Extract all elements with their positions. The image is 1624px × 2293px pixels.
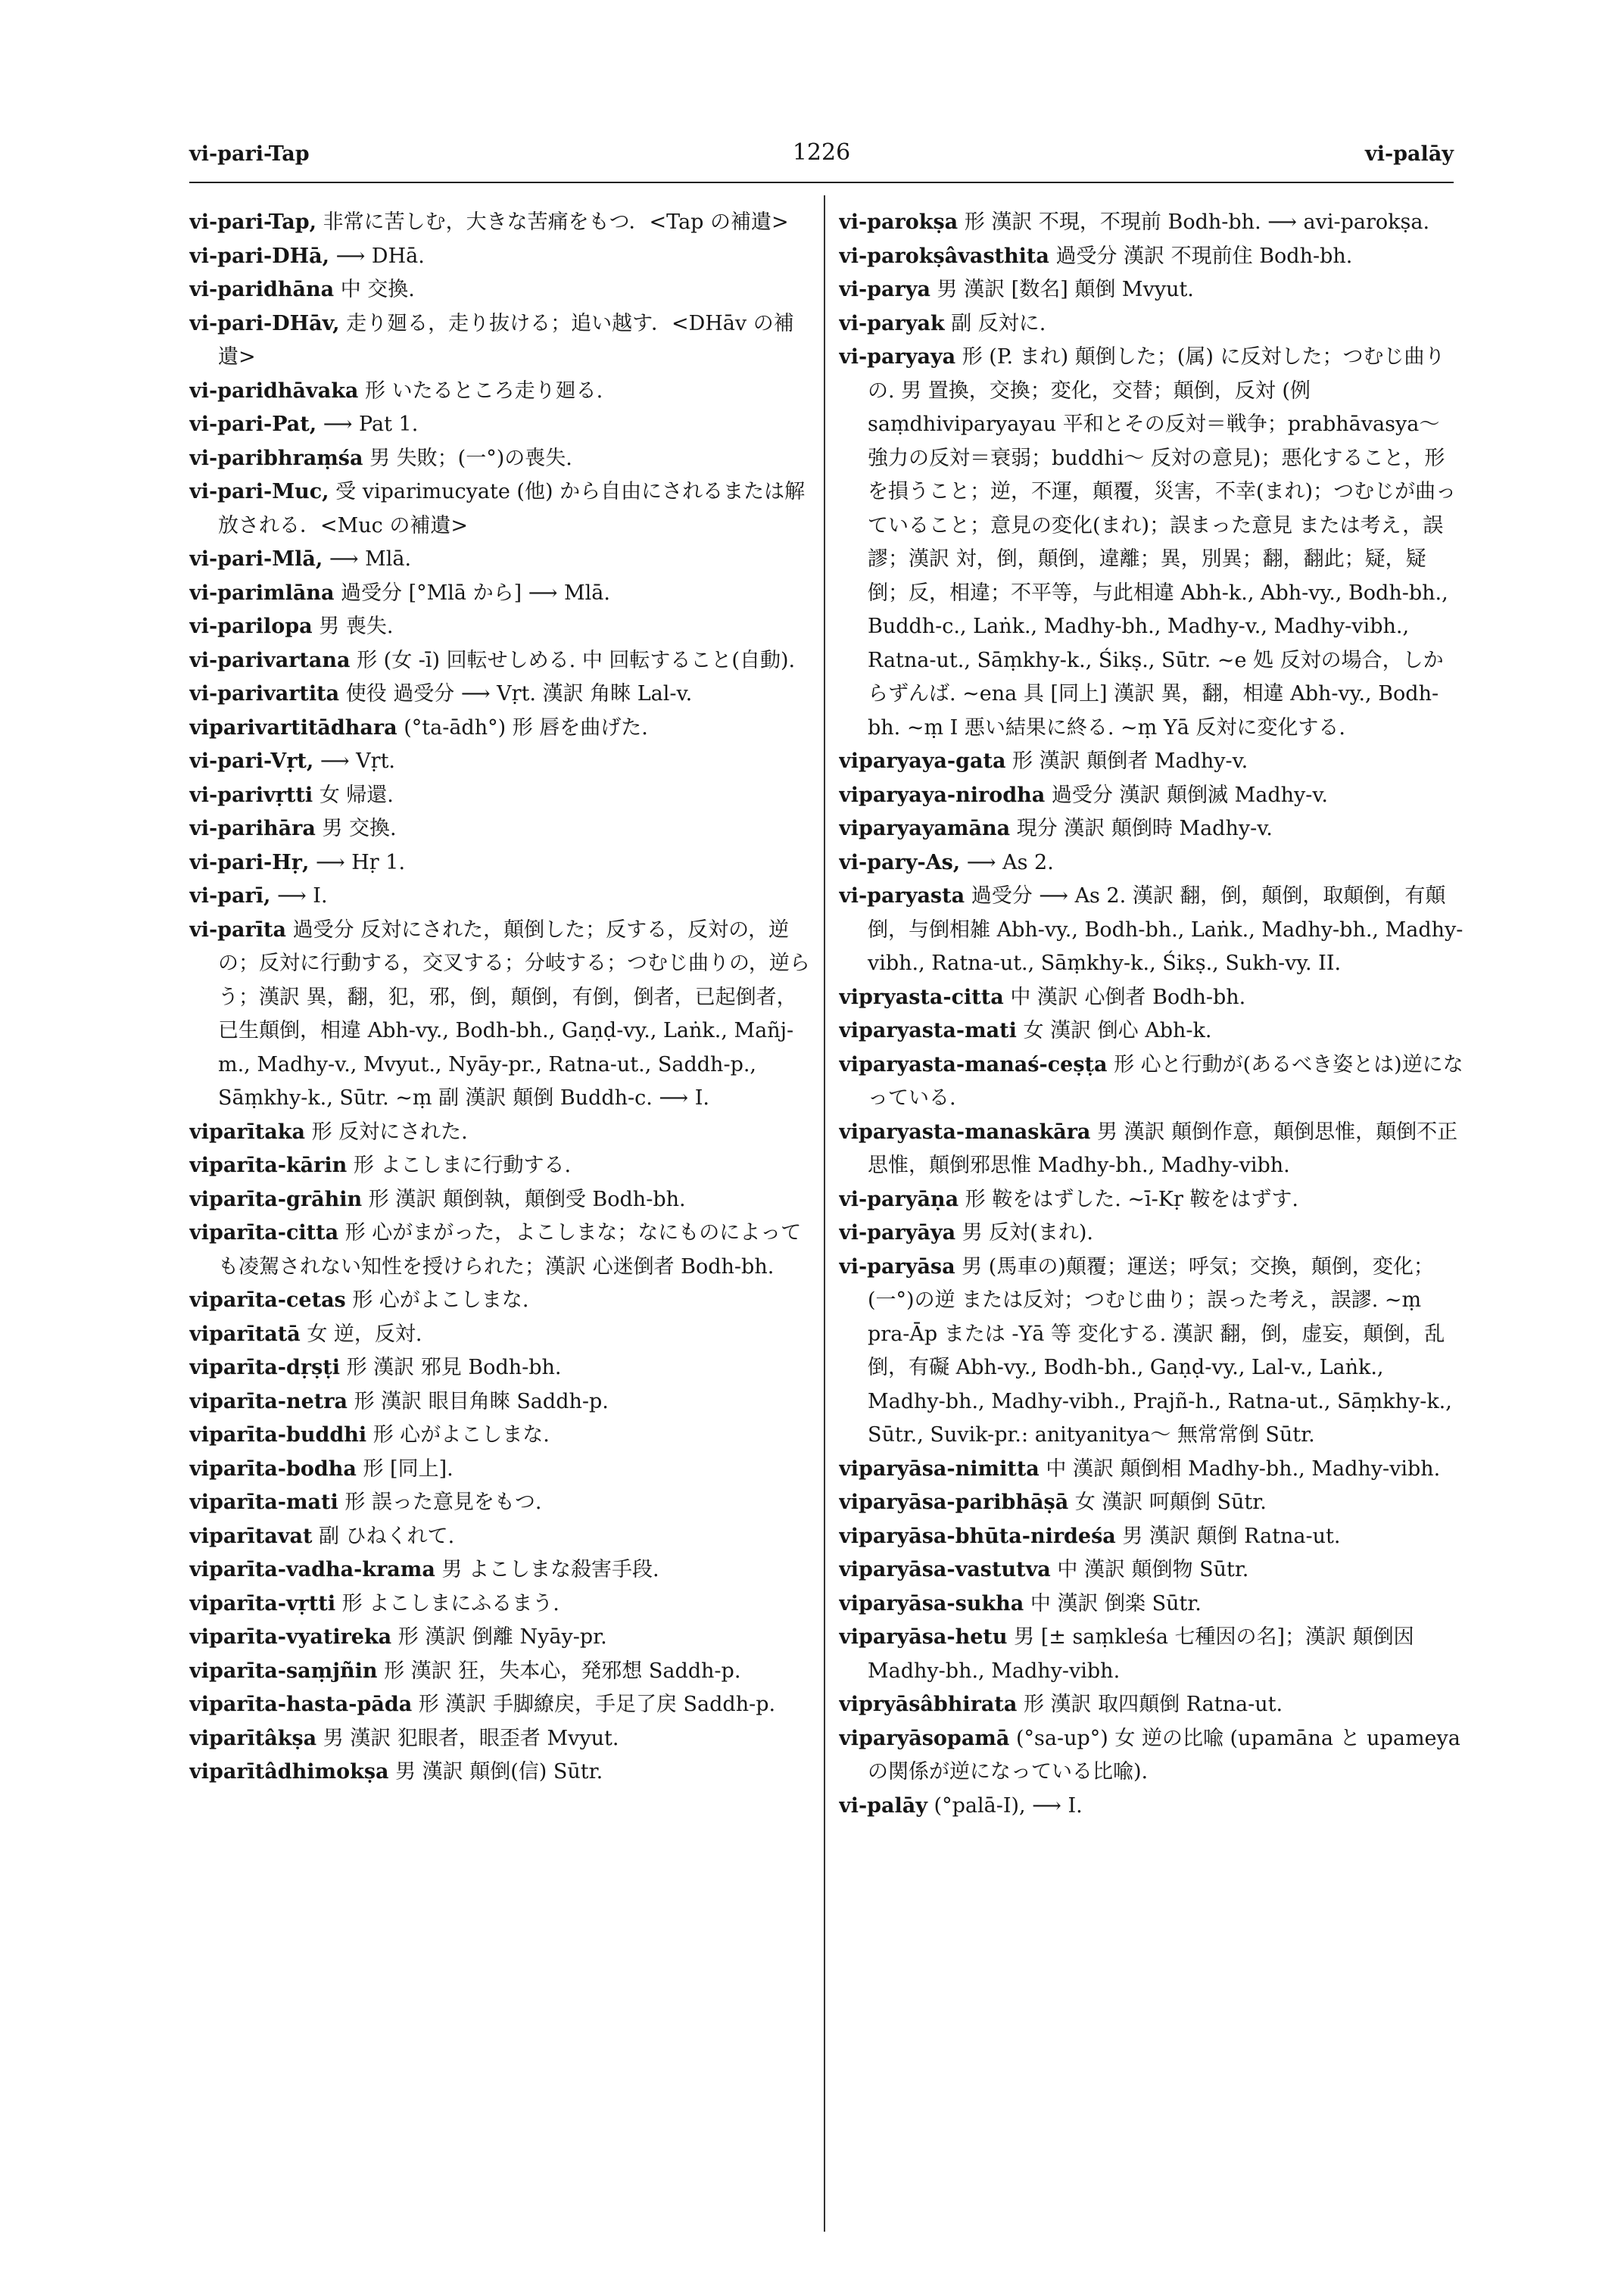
entry-headword: viparītâdhimokṣa bbox=[189, 1760, 389, 1784]
entry-headword: vi-parīta bbox=[189, 918, 286, 942]
dictionary-entry bbox=[189, 1284, 814, 1318]
entry-headword: vipryāsâbhirata bbox=[839, 1693, 1018, 1716]
entry-definition: 副 反対に. bbox=[944, 311, 1046, 335]
header-rule bbox=[189, 182, 1454, 183]
dictionary-entry bbox=[839, 1183, 1463, 1217]
entry-headword: vi-parilopa bbox=[189, 615, 313, 638]
entry-headword: vi-paridhāvaka bbox=[189, 379, 359, 403]
entry-headword: vi-parihāra bbox=[189, 817, 316, 840]
entry-headword: vi-parī, bbox=[189, 884, 271, 908]
dictionary-entry bbox=[189, 408, 814, 442]
dictionary-entry bbox=[189, 273, 814, 307]
entry-definition: 中 漢訳 倒楽 Sūtr. bbox=[1024, 1591, 1202, 1615]
dictionary-entry bbox=[189, 543, 814, 577]
entry-headword: vi-parivartana bbox=[189, 648, 351, 672]
dictionary-entry bbox=[839, 846, 1463, 880]
dictionary-entry bbox=[189, 577, 814, 611]
entry-definition: 過受分 ⟶ As 2. 漢訳 翻，倒，顛倒，取顛倒，有顛倒，与倒相雑 Abh-vy., Bodh-bh., Laṅk., Madhy-bh., Madhy-vibh., Ratna-ut., Sāṃkhy-k., Śikṣ., Sukh-vy. II. bbox=[868, 884, 1463, 975]
entry-definition: 男 漢訳 顛倒 Ratna-ut. bbox=[1115, 1524, 1341, 1548]
entry-headword: vi-pary-As, bbox=[839, 850, 961, 874]
entry-definition: 形 (P. まれ) 顛倒した；(属) に反対した；つむじ曲りの. 男 置換，交換；変化，交替；顛倒，反対 (例 saṃdhiviparyayau 平和とその反対＝戦争；prabhāvasya～ 強力の反対＝衰弱；buddhi～ 反対の意見)；悪化すること，形を損うこと；逆，不運，顛覆，災害，不幸(まれ)；つむじが曲っていること；意見の変化(まれ)；誤まった意見 または考え，誤謬；漢訳 対，倒，顛倒，違離；異，別異；翻，翻此；疑，疑倒；反，相違；不平等，与此相違 Abh-k., Abh-vy., Bodh-bh., Buddh-c., Laṅk., Madhy-bh., Madhy-v., Madhy-vibh., Ratna-ut., Sāṃkhy-k., Śikṣ., Sūtr. ~e 処 反対の場合，しからずんば. ~ena 具 [同上] 漢訳 異，翻，相違 Abh-vy., Bodh-bh. ~ṃ I 悪い結果に終る. ~ṃ Yā 反対に変化する. bbox=[868, 345, 1457, 740]
dictionary-entry bbox=[189, 1486, 814, 1520]
entry-definition: 使役 過受分 ⟶ Vṛt. 漢訳 角睞 Lal-v. bbox=[339, 682, 693, 706]
dictionary-entry bbox=[189, 1553, 814, 1587]
dictionary-entry bbox=[189, 745, 814, 779]
dictionary-entry bbox=[839, 341, 1463, 745]
entry-definition: 男 漢訳 [数名] 顛倒 Mvyut. bbox=[930, 278, 1194, 301]
dictionary-entry bbox=[839, 1486, 1463, 1520]
entry-definition: 形 (女 -ī) 回転せしめる. 中 回転すること(自動). bbox=[350, 648, 796, 672]
entry-headword: vi-palāy bbox=[839, 1793, 927, 1818]
dictionary-entry bbox=[839, 1722, 1463, 1790]
entry-definition: 男 失敗；(一°)の喪失. bbox=[363, 446, 572, 470]
dictionary-entry bbox=[189, 240, 814, 274]
entry-headword: viparīta-citta bbox=[189, 1221, 339, 1245]
entry-definition: 男 (馬車の)顛覆；運送；呼気；交換，顛倒，変化；(一°)の逆 または反対；つむじ曲り；誤った考え，誤謬. ~ṃ pra-Āp または -Yā 等 変化する. 漢訳 翻，倒，虚妄，顛倒，乱倒，有礙 Abh-vy., Bodh-bh., Gaṇḍ-vy., Lal-v., Laṅk., Madhy-bh., Madhy-vibh., Prajñ-h., Ratna-ut., Sāṃkhy-k., Sūtr., Suvik-pr.: anityanitya～ 無常常倒 Sūtr. bbox=[868, 1254, 1452, 1447]
dictionary-entry bbox=[189, 644, 814, 678]
entry-headword: vi-pari-Mlā, bbox=[189, 547, 323, 571]
entry-headword: viparyasta-manaskāra bbox=[839, 1120, 1091, 1144]
dictionary-entry bbox=[839, 745, 1463, 779]
dictionary-entry bbox=[189, 1116, 814, 1150]
entry-headword: vi-paryak bbox=[839, 311, 945, 335]
entry-headword: vi-pari-Muc, bbox=[189, 480, 329, 503]
entry-headword: viparyasta-mati bbox=[839, 1019, 1017, 1042]
dictionary-entry bbox=[189, 1688, 814, 1722]
entry-definition: 非常に苦しむ，大きな苦痛をもつ．<Tap の補遺> bbox=[316, 210, 789, 234]
dictionary-entry bbox=[839, 1790, 1463, 1824]
entry-headword: viparyāsa-bhūta-nirdeśa bbox=[839, 1524, 1116, 1548]
entry-headword: viparītaka bbox=[189, 1120, 305, 1144]
dictionary-entry bbox=[839, 1553, 1463, 1587]
entry-definition: (°ta-ādh°) 形 唇を曲げた. bbox=[397, 715, 648, 740]
entry-definition: 走り廻る，走り抜ける；追い越す．<DHāv の補遺> bbox=[218, 311, 794, 369]
dictionary-entry bbox=[839, 812, 1463, 846]
entry-definition: ⟶ Pat 1. bbox=[316, 413, 419, 436]
column-divider bbox=[824, 195, 825, 2232]
entry-headword: viparivartitādhara bbox=[189, 715, 397, 740]
entry-definition: 形 漢訳 顛倒執，顛倒受 Bodh-bh. bbox=[362, 1187, 686, 1211]
dictionary-entry bbox=[839, 273, 1463, 307]
entry-headword: viparīta-grāhin bbox=[189, 1187, 363, 1211]
entry-headword: viparīta-dṛṣṭi bbox=[189, 1356, 341, 1379]
dictionary-entry bbox=[189, 1183, 814, 1217]
entry-definition: 形 心がまがった，よこしまな；なにものによっても凌駕されない知性を授けられた；漢訳 心迷倒者 Bodh-bh. bbox=[218, 1221, 802, 1279]
entry-headword: viparyāsa-vastutva bbox=[839, 1558, 1051, 1581]
entry-headword: viparīta-vyatireka bbox=[189, 1625, 392, 1649]
entry-definition: 形 鞍をはずした. ~ī-Kṛ 鞍をはずす. bbox=[959, 1187, 1299, 1211]
entry-definition: 形 漢訳 取四顛倒 Ratna-ut. bbox=[1017, 1693, 1283, 1716]
entry-definition: 女 逆，反対. bbox=[300, 1322, 422, 1346]
entry-headword: vi-parya bbox=[839, 278, 930, 301]
entry-headword: viparyasta-manaś-ceṣṭa bbox=[839, 1052, 1108, 1076]
dictionary-entry bbox=[839, 1520, 1463, 1554]
dictionary-entry bbox=[189, 812, 814, 846]
dictionary-entry bbox=[189, 442, 814, 476]
entry-definition: 過受分 漢訳 顛倒滅 Madhy-v. bbox=[1045, 783, 1329, 807]
entry-definition: 形 漢訳 手脚繚戻，手足了戻 Saddh-p. bbox=[412, 1693, 776, 1716]
entry-definition: 形 漢訳 倒離 Nyāy-pr. bbox=[391, 1625, 607, 1649]
dictionary-entry bbox=[189, 475, 814, 543]
entry-headword: viparīta-kārin bbox=[189, 1154, 348, 1177]
entry-definition: 男 よこしまな殺害手段. bbox=[435, 1558, 659, 1581]
entry-headword: viparyāsa-nimitta bbox=[839, 1456, 1040, 1481]
entry-definition: ⟶ DHā. bbox=[329, 244, 425, 268]
entry-headword: viparīta-saṃjñin bbox=[189, 1659, 378, 1683]
entry-definition: 形 いたるところ走り廻る. bbox=[358, 379, 603, 403]
entry-definition: 形 漢訳 顛倒者 Madhy-v. bbox=[1005, 749, 1248, 773]
entry-definition: 中 漢訳 心倒者 Bodh-bh. bbox=[1003, 985, 1246, 1009]
entry-headword: vi-parivartita bbox=[189, 682, 340, 706]
entry-headword: viparīta-cetas bbox=[189, 1288, 346, 1312]
dictionary-entry bbox=[189, 1722, 814, 1756]
entry-headword: vi-paryāsa bbox=[839, 1254, 955, 1279]
entry-definition: 形 漢訳 狂，失本心，発邪想 Saddh-p. bbox=[377, 1659, 741, 1683]
entry-definition: 過受分 反対にされた，顛倒した；反する，反対の，逆の；反対に行動する，交叉する；分岐する；つむじ曲りの，逆らう；漢訳 異，翻，犯，邪，倒，顛倒，有倒，倒者，已起倒者，已生顛倒，相違 Abh-vy., Bodh-bh., Gaṇḍ-vy., Laṅk., Mañj-m., Madhy-v., Mvyut., Nyāy-pr., Ratna-ut., Saddh-p., Sāṃkhy-k., Sūtr. ~ṃ 副 漢訳 顛倒 Buddh-c. ⟶ I. bbox=[218, 918, 810, 1110]
entry-headword: vi-pari-DHā, bbox=[189, 244, 330, 268]
entry-definition: 副 ひねくれて. bbox=[312, 1524, 455, 1548]
dictionary-entry bbox=[839, 880, 1463, 981]
entry-definition: (°sa-up°) 女 逆の比喩 (upamāna と upameya の関係が逆になっている比喩). bbox=[868, 1726, 1460, 1784]
entry-definition: 形 漢訳 邪見 Bodh-bh. bbox=[340, 1356, 562, 1379]
entry-headword: viparītâkṣa bbox=[189, 1726, 317, 1750]
entry-definition: 女 帰還. bbox=[313, 783, 394, 807]
dictionary-entry bbox=[839, 1453, 1463, 1487]
dictionary-entry bbox=[189, 206, 814, 240]
entry-headword: viparītavat bbox=[189, 1524, 313, 1548]
dictionary-entry bbox=[189, 307, 814, 375]
entry-definition: 形 心と行動が(あるべき姿とは)逆になっている. bbox=[868, 1052, 1463, 1110]
entry-definition: 形 心がよこしまな. bbox=[345, 1288, 529, 1312]
entry-headword: vi-paryāya bbox=[839, 1221, 956, 1245]
dictionary-entry bbox=[189, 1621, 814, 1655]
entry-definition: ⟶ Mlā. bbox=[323, 547, 412, 571]
entry-headword: vi-paryaya bbox=[839, 345, 956, 369]
entry-headword: viparyāsa-hetu bbox=[839, 1625, 1008, 1649]
entry-headword: vipryasta-citta bbox=[839, 985, 1004, 1009]
entry-definition: 中 交換. bbox=[334, 278, 415, 301]
dictionary-entry bbox=[189, 846, 814, 880]
entry-definition: 男 喪失. bbox=[312, 615, 394, 638]
entry-headword: viparyāsa-sukha bbox=[839, 1591, 1024, 1615]
entry-headword: vi-parokṣa bbox=[839, 210, 959, 234]
entry-definition: 形 漢訳 眼目角睞 Saddh-p. bbox=[347, 1389, 609, 1413]
dictionary-entry bbox=[839, 240, 1463, 274]
running-head-left: vi-pari-Tap bbox=[189, 142, 310, 166]
entry-definition: 女 漢訳 呵顛倒 Sūtr. bbox=[1068, 1491, 1267, 1514]
dictionary-entry bbox=[839, 1217, 1463, 1251]
entry-headword: vi-parivṛtti bbox=[189, 783, 313, 807]
entry-definition: 形 誤った意見をもつ. bbox=[338, 1491, 542, 1514]
entry-definition: 過受分 [°Mlā から] ⟶ Mlā. bbox=[334, 581, 610, 605]
dictionary-entry bbox=[839, 1251, 1463, 1453]
entry-definition: ⟶ Hṛ 1. bbox=[309, 850, 406, 874]
dictionary-entry bbox=[189, 678, 814, 712]
entry-headword: vi-paryāṇa bbox=[839, 1187, 959, 1211]
running-head-right: vi-palāy bbox=[1365, 142, 1454, 166]
dictionary-entry bbox=[189, 610, 814, 644]
dictionary-entry bbox=[189, 1453, 814, 1487]
dictionary-entry bbox=[189, 779, 814, 813]
entry-definition: 男 漢訳 犯眼者，眼歪者 Mvyut. bbox=[316, 1726, 619, 1750]
dictionary-entry bbox=[839, 981, 1463, 1015]
dictionary-entry bbox=[839, 307, 1463, 341]
dictionary-entry bbox=[189, 1655, 814, 1689]
dictionary-entry bbox=[189, 914, 814, 1116]
dictionary-entry bbox=[189, 1217, 814, 1284]
dictionary-entry bbox=[839, 1014, 1463, 1048]
dictionary-entry bbox=[189, 1318, 814, 1352]
dictionary-entry bbox=[839, 206, 1463, 240]
dictionary-entry bbox=[839, 779, 1463, 813]
entry-headword: vi-pari-Hṛ, bbox=[189, 850, 310, 874]
dictionary-entry bbox=[839, 1587, 1463, 1622]
dictionary-entry bbox=[189, 375, 814, 409]
entry-headword: vi-paribhraṃśa bbox=[189, 446, 363, 470]
entry-headword: viparyāsopamā bbox=[839, 1726, 1010, 1750]
entry-definition: 男 漢訳 顛倒(信) Sūtr. bbox=[388, 1760, 603, 1784]
entry-headword: viparīta-vṛtti bbox=[189, 1591, 336, 1615]
entry-headword: viparyaya-nirodha bbox=[839, 783, 1046, 807]
dictionary-entry bbox=[189, 1756, 814, 1790]
dictionary-entry bbox=[189, 1149, 814, 1183]
entry-headword: viparyāsa-paribhāṣā bbox=[839, 1491, 1069, 1514]
entry-definition: 男 [± saṃkleśa 七種因の名]；漢訳 顛倒因 Madhy-bh., Madhy-vibh. bbox=[868, 1625, 1414, 1683]
dictionary-entry bbox=[189, 712, 814, 746]
entry-definition: ⟶ I. bbox=[270, 884, 328, 908]
entry-definition: 形 反対にされた. bbox=[304, 1120, 468, 1144]
dictionary-entry bbox=[189, 1520, 814, 1554]
entry-headword: vi-pari-Vṛt, bbox=[189, 749, 314, 773]
entry-definition: 形 よこしまに行動する. bbox=[347, 1154, 572, 1177]
entry-headword: vi-parimlāna bbox=[189, 581, 335, 605]
dictionary-entry bbox=[189, 1419, 814, 1453]
entry-definition: 形 心がよこしまな. bbox=[366, 1423, 550, 1447]
entry-headword: vi-paridhāna bbox=[189, 278, 335, 301]
entry-definition: 過受分 漢訳 不現前住 Bodh-bh. bbox=[1049, 244, 1353, 268]
entry-definition: ⟶ As 2. bbox=[960, 850, 1054, 874]
entry-definition: 中 漢訳 顛倒相 Madhy-bh., Madhy-vibh. bbox=[1039, 1456, 1441, 1481]
entry-headword: viparīta-vadha-krama bbox=[189, 1558, 435, 1581]
entry-definition: 男 交換. bbox=[315, 817, 397, 840]
entry-headword: vi-pari-Tap, bbox=[189, 210, 317, 234]
entry-headword: vi-paryasta bbox=[839, 884, 965, 908]
entry-definition: 女 漢訳 倒心 Abh-k. bbox=[1016, 1019, 1212, 1042]
entry-definition: (°palā-I), ⟶ I. bbox=[927, 1793, 1083, 1818]
dictionary-entry bbox=[839, 1048, 1463, 1116]
dictionary-entry bbox=[839, 1688, 1463, 1722]
dictionary-entry bbox=[189, 880, 814, 914]
entry-headword: viparyayamāna bbox=[839, 817, 1011, 840]
entry-definition: 男 反対(まれ). bbox=[955, 1221, 1093, 1245]
entry-definition: 形 よこしまにふるまう. bbox=[335, 1591, 560, 1615]
dictionary-entry bbox=[189, 1351, 814, 1385]
dictionary-entry bbox=[189, 1587, 814, 1622]
entry-headword: vi-parokṣâvasthita bbox=[839, 244, 1049, 268]
right-column bbox=[839, 206, 1463, 2220]
entry-definition: ⟶ Vṛt. bbox=[313, 749, 396, 773]
entry-definition: 男 漢訳 顛倒作意，顛倒思惟，顛倒不正思惟，顛倒邪思惟 Madhy-bh., Madhy-vibh. bbox=[868, 1120, 1458, 1177]
entry-headword: vi-pari-Pat, bbox=[189, 413, 317, 436]
entry-definition: 中 漢訳 顛倒物 Sūtr. bbox=[1050, 1558, 1249, 1581]
page-number: 1226 bbox=[792, 139, 851, 166]
page-header bbox=[189, 139, 1454, 176]
entry-definition: 受 viparimucyate (他) から自由にされるまたは解放される．<Muc の補遺> bbox=[218, 480, 806, 537]
entry-definition: 形 漢訳 不現，不現前 Bodh-bh. ⟶ avi-parokṣa. bbox=[958, 210, 1430, 234]
dictionary-entry bbox=[839, 1116, 1463, 1183]
entry-headword: viparīta-mati bbox=[189, 1491, 338, 1514]
entry-definition: 形 [同上]. bbox=[356, 1456, 454, 1481]
left-column bbox=[189, 206, 814, 2220]
entry-headword: viparīta-buddhi bbox=[189, 1423, 367, 1447]
entry-headword: vi-pari-DHāv, bbox=[189, 311, 340, 335]
entry-headword: viparīta-hasta-pāda bbox=[189, 1693, 413, 1716]
dictionary-entry bbox=[189, 1385, 814, 1419]
entry-headword: viparīta-netra bbox=[189, 1389, 348, 1413]
entry-headword: viparītatā bbox=[189, 1322, 301, 1346]
entry-definition: 現分 漢訳 顛倒時 Madhy-v. bbox=[1010, 817, 1273, 840]
dictionary-entry bbox=[839, 1621, 1463, 1688]
entry-headword: viparyaya-gata bbox=[839, 749, 1006, 773]
entry-headword: viparīta-bodha bbox=[189, 1456, 357, 1481]
